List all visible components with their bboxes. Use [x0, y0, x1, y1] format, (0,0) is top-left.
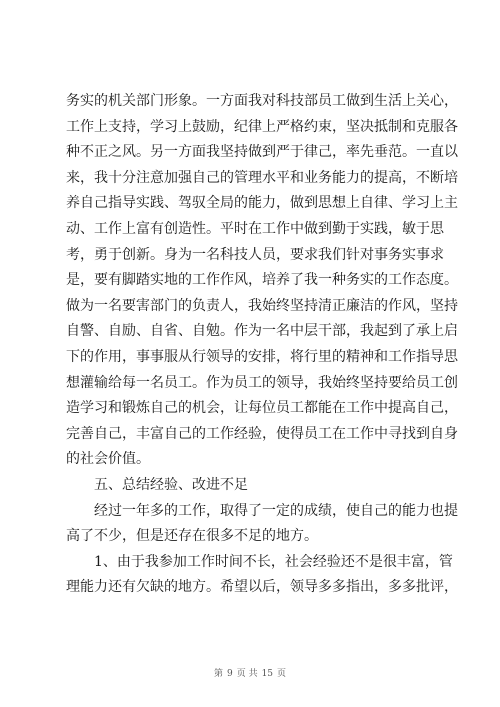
body-line: 动、工作上富有创造性。平时在工作中做到勤于实践，敏于思	[66, 220, 444, 237]
body-line: 造学习和锻炼自己的机会，让每位员工都能在工作中提高自己，	[66, 400, 458, 417]
paragraph-line: 经过一年多的工作，取得了一定的成绩，使自己的能力也提	[94, 502, 458, 519]
document-body	[66, 89, 458, 601]
paragraph-line: 高了不少，但是还存在很多不足的地方。	[66, 528, 318, 545]
body-line: 考，勇于创新。身为一名科技人员，要求我们针对事务实事求	[66, 246, 444, 263]
body-line: 养自己指导实践、驾驭全局的能力，做到思想上自律、学习上主	[66, 195, 458, 212]
body-line: 的社会价值。	[66, 451, 150, 468]
body-line: 自警、自励、自省、自勉。作为一名中层干部，我起到了承上启	[66, 323, 458, 340]
body-line: 种不正之风。另一方面我坚持做到严于律己，率先垂范。一直以	[66, 144, 458, 161]
body-line: 想灌输给每一名员工。作为员工的领导，我始终坚持要给员工创	[66, 374, 458, 391]
body-line: 下的作用，事事服从行领导的安排，将行里的精神和工作指导思	[66, 348, 458, 365]
body-line: 做为一名要害部门的负责人，我始终坚持清正廉洁的作风，坚持	[66, 297, 458, 314]
body-line: 工作上支持，学习上鼓励，纪律上严格约束，坚决抵制和克服各	[66, 118, 458, 135]
paragraph-line: 理能力还有欠缺的地方。希望以后，领导多多指出，多多批评，	[66, 579, 458, 596]
footer-label-of: 页 共	[236, 669, 258, 679]
page-footer	[0, 666, 500, 679]
footer-current-page: 9	[226, 669, 233, 679]
footer-label-page: 第	[213, 669, 223, 679]
body-line: 来，我十分注意加强自己的管理水平和业务能力的提高，不断培	[66, 169, 458, 186]
body-line: 务实的机关部门形象。一方面我对科技部员工做到生活上关心，	[66, 93, 458, 109]
body-line: 完善自己，丰富自己的工作经验，使得员工在工作中寻找到自身	[66, 425, 458, 442]
footer-label-pages: 页	[277, 669, 287, 679]
paragraph-line: 1、由于我参加工作时间不长，社会经验还不是很丰富，管	[94, 553, 453, 570]
footer-total-pages: 15	[261, 669, 274, 679]
body-line: 是，要有脚踏实地的工作作风，培养了我一种务实的工作态度。	[66, 272, 458, 289]
section-heading: 五、总结经验、改进不足	[94, 476, 248, 493]
